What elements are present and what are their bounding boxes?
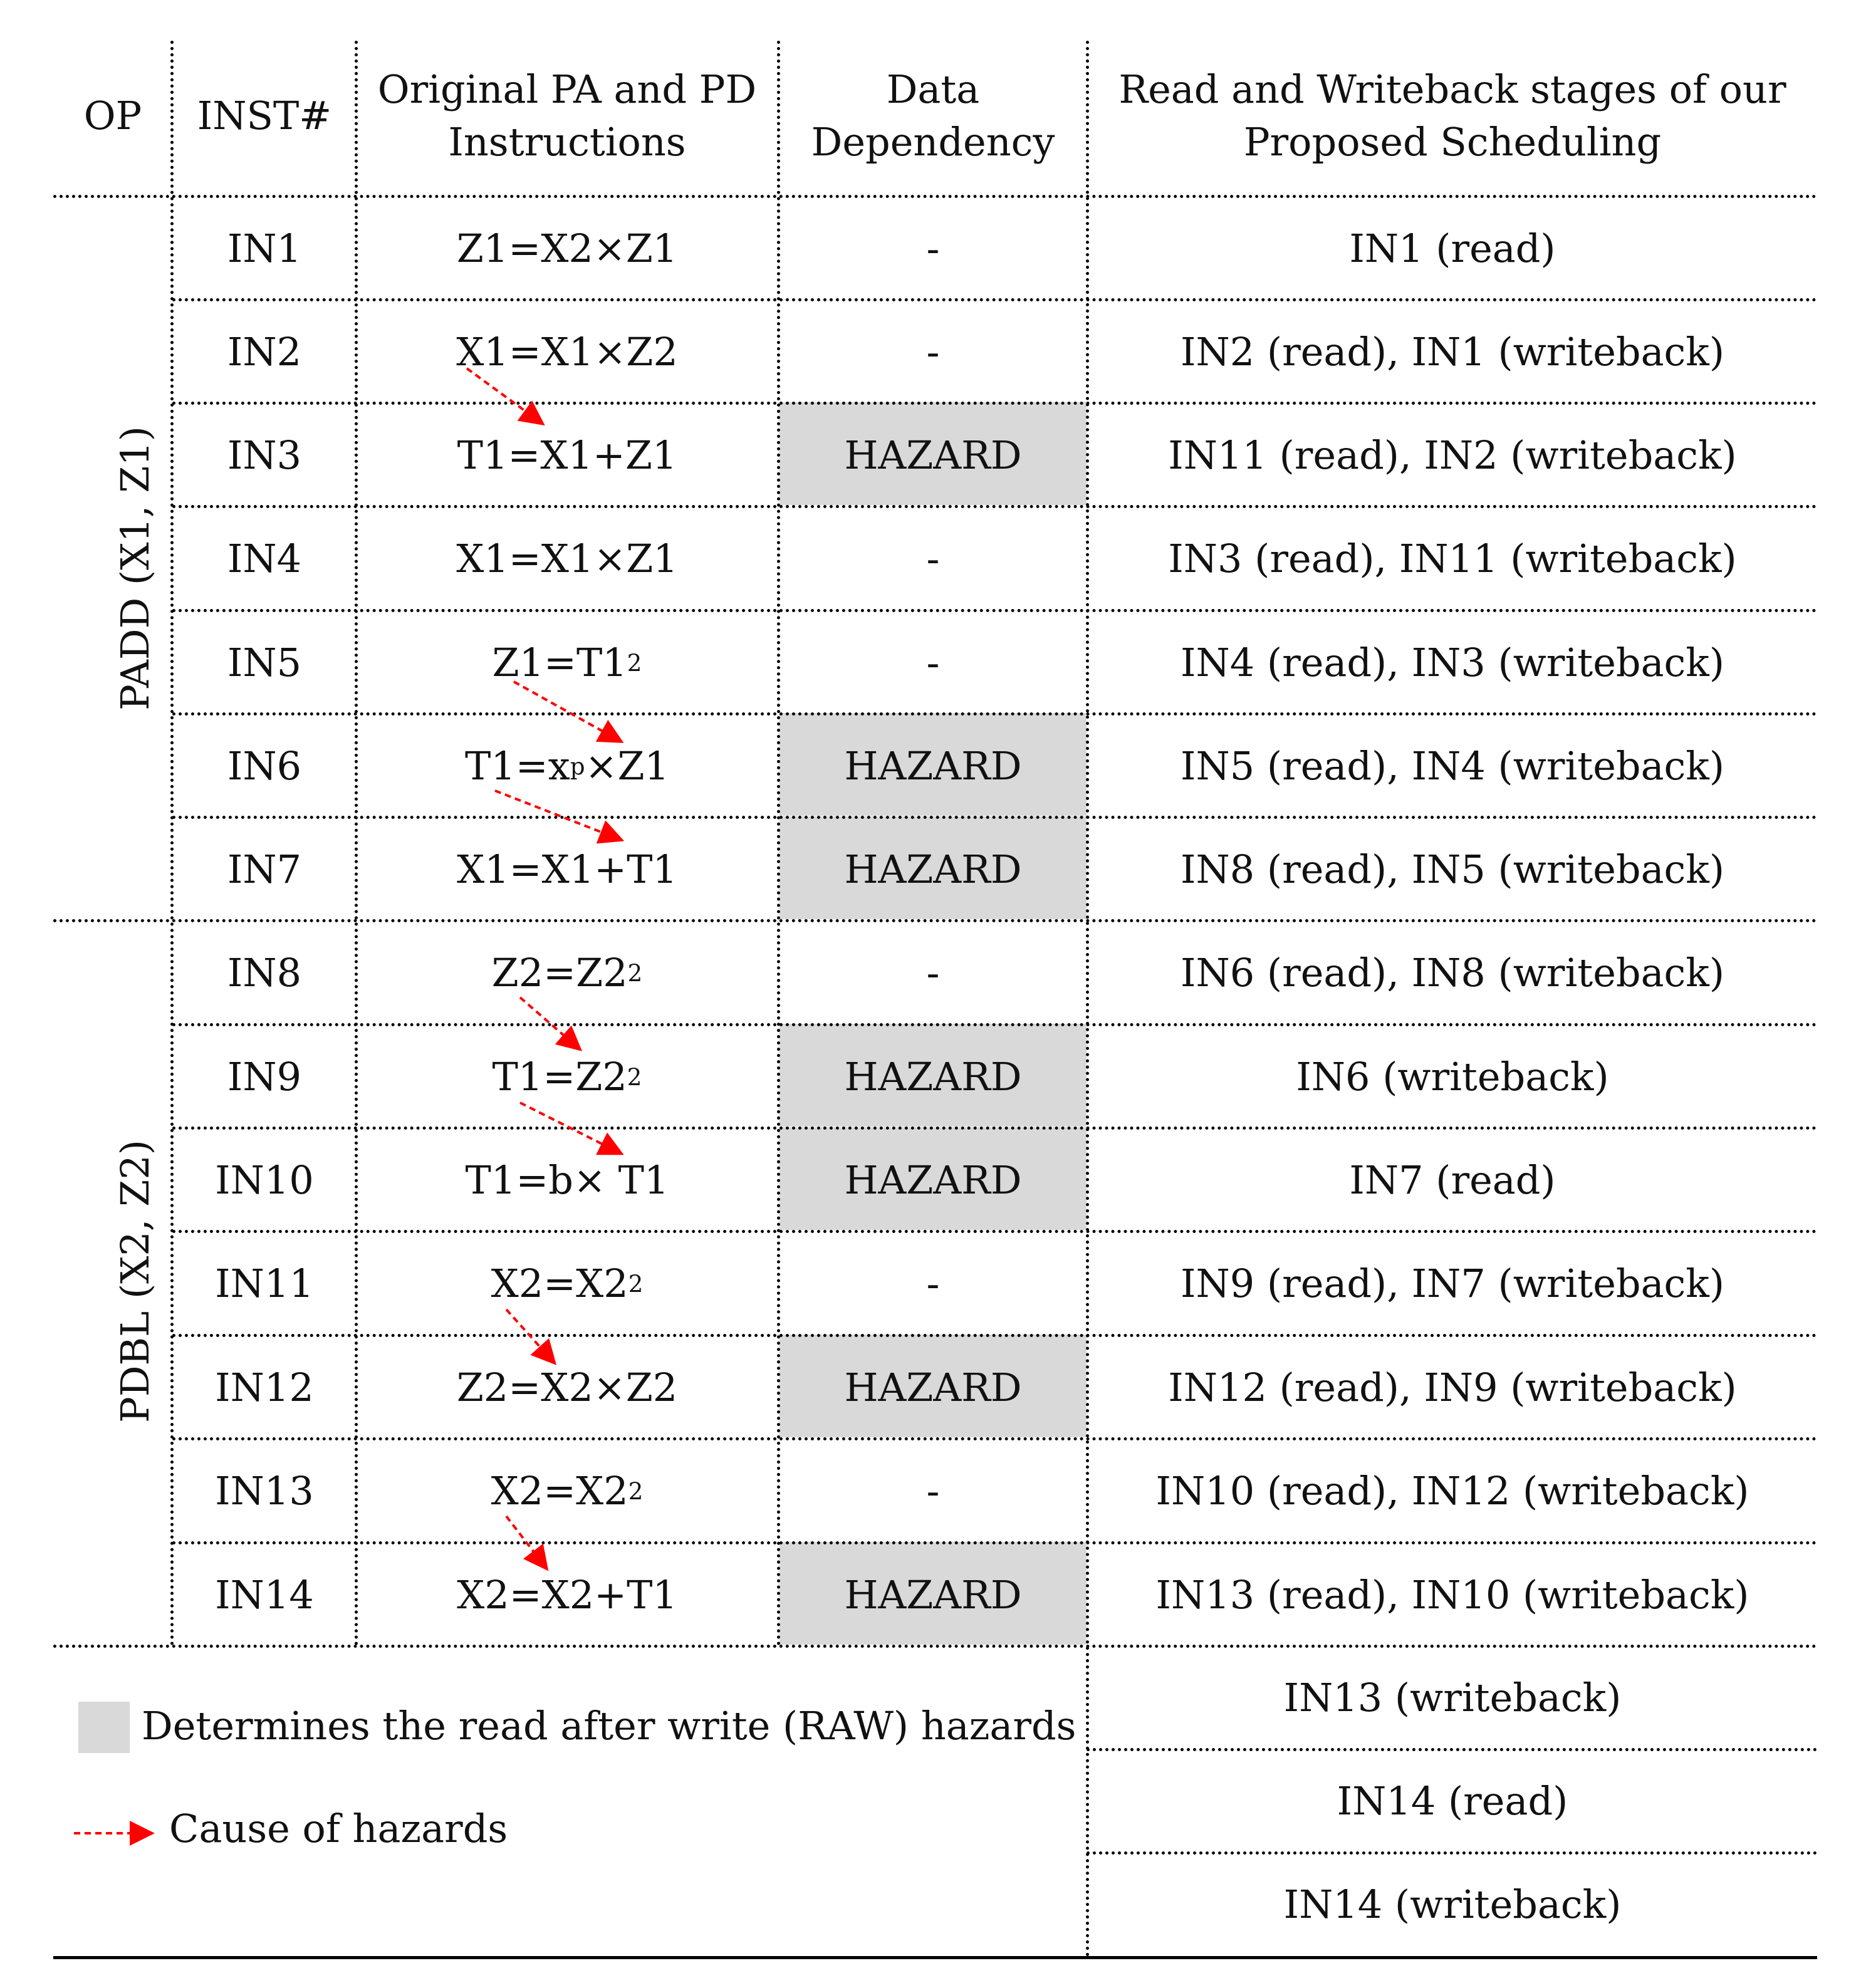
legend-arrow-text: Cause of hazards [169, 1806, 508, 1851]
inst-id: IN12 [215, 1364, 314, 1410]
inst-id: IN13 [215, 1468, 314, 1514]
inst-id: IN6 [227, 742, 302, 789]
schedule-stage: IN10 (read), IN12 (writeback) [1155, 1468, 1749, 1514]
legend-hazard-text: Determines the read after write (RAW) hazards [142, 1703, 1076, 1749]
hazard-label: HAZARD [844, 1053, 1022, 1100]
instruction-expr: T1=X1+Z1 [457, 432, 677, 478]
hazard-label: HAZARD [844, 1157, 1022, 1203]
schedule-stage: IN5 (read), IN4 (writeback) [1180, 742, 1725, 789]
hazard-label: HAZARD [844, 1571, 1022, 1618]
group-label-padd: PADD (X1, Z1) [112, 426, 158, 710]
schedule-stage: IN12 (read), IN9 (writeback) [1168, 1364, 1737, 1410]
arrow-in9-in10 [520, 1103, 617, 1152]
schedule-stage: IN6 (writeback) [1296, 1053, 1609, 1100]
inst-id: IN10 [215, 1157, 314, 1203]
schedule-stage: IN2 (read), IN1 (writeback) [1180, 328, 1725, 375]
arrow-in2-in3 [467, 368, 539, 421]
instruction-expr: Z1=T1 2 [492, 639, 642, 685]
hazard-label: HAZARD [844, 432, 1022, 478]
inst-id: IN4 [227, 536, 302, 582]
inst-id: IN7 [227, 846, 302, 892]
inst-id: IN11 [215, 1261, 314, 1307]
instruction-expr: X1=X1×Z2 [456, 328, 678, 375]
instruction-expr: X1=X1+T1 [457, 846, 677, 892]
arrow-in5-in6 [514, 682, 617, 739]
sched-extra-1: IN13 (writeback) [1283, 1675, 1622, 1721]
dependency-none: - [926, 536, 940, 582]
inst-id: IN9 [227, 1053, 302, 1100]
inst-id: IN8 [227, 950, 302, 996]
instruction-expr: T1=b× T1 [465, 1157, 669, 1203]
instruction-expr: X2=X2+T1 [457, 1571, 677, 1618]
inst-id: IN2 [227, 328, 302, 375]
arrow-in8-in9 [520, 997, 576, 1046]
instruction-expr: Z1=X2×Z1 [456, 225, 678, 271]
schedule-stage: IN7 (read) [1349, 1157, 1556, 1203]
instruction-expr: T1=x p ×Z1 [464, 742, 669, 789]
header-inst: INST# [197, 93, 332, 138]
dependency-none: - [926, 1468, 940, 1514]
schedule-stage: IN11 (read), IN2 (writeback) [1168, 432, 1737, 478]
instruction-expr: Z2=Z2 2 [491, 950, 643, 996]
instruction-expr: X2=X2 2 [491, 1261, 644, 1307]
dependency-none: - [926, 639, 940, 685]
dependency-none: - [926, 225, 940, 271]
instruction-expr: X1=X1×Z1 [456, 536, 678, 582]
schedule-stage: IN1 (read) [1349, 225, 1556, 271]
instruction-expr: Z2=X2×Z2 [456, 1364, 678, 1410]
dependency-none: - [926, 950, 940, 996]
legend-hazard-swatch [78, 1702, 130, 1753]
hazard-label: HAZARD [844, 1364, 1022, 1410]
instruction-expr: T1=Z2 2 [492, 1053, 642, 1100]
inst-id: IN5 [227, 639, 302, 685]
schedule-stage: IN6 (read), IN8 (writeback) [1180, 950, 1725, 996]
inst-id: IN1 [227, 225, 302, 271]
inst-id: IN14 [215, 1571, 314, 1618]
schedule-stage: IN3 (read), IN11 (writeback) [1168, 536, 1737, 582]
hazard-label: HAZARD [844, 846, 1022, 892]
header-scheduling: Read and Writeback stages of our Proposed Scheduling [1118, 66, 1786, 165]
arrow-in11-in12 [506, 1309, 551, 1360]
header-op: OP [83, 93, 142, 138]
header-data-dependency: Data Dependency [811, 66, 1055, 165]
schedule-stage: IN4 (read), IN3 (writeback) [1180, 639, 1725, 685]
instruction-expr: X2=X2 2 [491, 1468, 644, 1514]
header-original-instructions: Original PA and PD Instructions [377, 66, 757, 165]
dependency-none: - [926, 1261, 940, 1307]
group-label-pdbl: PDBL (X2, Z2) [112, 1140, 158, 1423]
schedule-stage: IN9 (read), IN7 (writeback) [1180, 1261, 1725, 1307]
hazard-label: HAZARD [844, 742, 1022, 789]
sched-extra-3: IN14 (writeback) [1283, 1881, 1622, 1928]
schedule-stage: IN8 (read), IN5 (writeback) [1180, 846, 1725, 892]
arrow-in6-in7 [495, 791, 617, 838]
inst-id: IN3 [227, 432, 302, 478]
schedule-stage: IN13 (read), IN10 (writeback) [1155, 1571, 1749, 1618]
sched-extra-2: IN14 (read) [1337, 1778, 1568, 1824]
arrow-in13-in14 [506, 1516, 544, 1565]
dependency-none: - [926, 328, 940, 375]
